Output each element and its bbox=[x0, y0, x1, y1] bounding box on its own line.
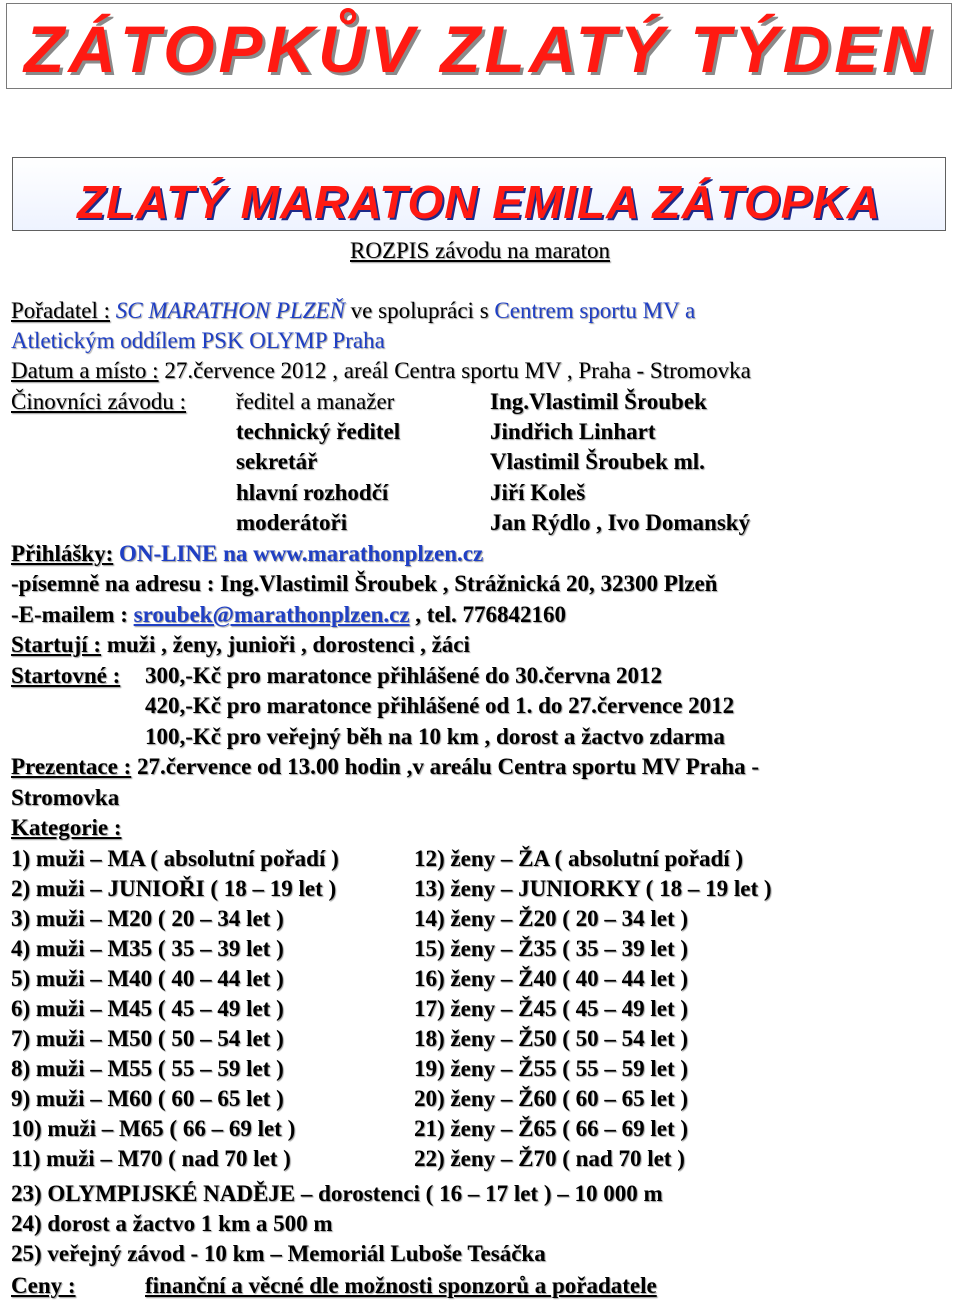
organizer-partner-line2: Atletickým oddílem PSK OLYMP Praha bbox=[11, 328, 385, 353]
registration-line bbox=[11, 539, 483, 569]
extra-categories bbox=[11, 1179, 663, 1269]
organizer-club: SC MARATHON PLZEŇ bbox=[115, 298, 345, 323]
men-category: 11) muži – M70 ( nad 70 let ) bbox=[11, 1146, 291, 1171]
presentation-label: Prezentace : bbox=[11, 754, 132, 779]
men-category: 7) muži – M50 ( 50 – 54 let ) bbox=[11, 1026, 284, 1051]
men-category: 9) muži – M60 ( 60 – 65 let ) bbox=[11, 1086, 284, 1111]
women-category: 16) ženy – Ž40 ( 40 – 44 let ) bbox=[414, 966, 689, 991]
registration-email-link[interactable]: sroubek@marathonplzen.cz bbox=[133, 602, 410, 627]
fee-label: Startovné : bbox=[11, 663, 121, 688]
men-categories bbox=[11, 844, 339, 1174]
registration-label: Přihlášky: bbox=[11, 541, 114, 566]
subtitle-banner-text: ZLATÝ MARATON EMILA ZÁTOPKA bbox=[77, 176, 881, 228]
men-category: 10) muži – M65 ( 66 – 69 let ) bbox=[11, 1116, 296, 1141]
starts-line bbox=[11, 630, 470, 660]
women-category: 22) ženy – Ž70 ( nad 70 let ) bbox=[414, 1146, 685, 1171]
extra-category: 25) veřejný závod - 10 km – Memoriál Luboše Tesáčka bbox=[11, 1241, 546, 1266]
presentation-value-line2: Stromovka bbox=[11, 785, 120, 810]
organizer-label: Pořadatel : bbox=[11, 298, 110, 323]
official-role-4: moderátoři bbox=[236, 510, 348, 535]
men-category: 8) muži – M55 ( 55 – 59 let ) bbox=[11, 1056, 284, 1081]
official-name-2: Vlastimil Šroubek ml. bbox=[490, 449, 705, 474]
presentation-value: 27.července od 13.00 hodin ,v areálu Centra sportu MV Praha - bbox=[131, 754, 760, 779]
fee-row-2: 100,-Kč pro veřejný běh na 10 km , dorost a žactvo zdarma bbox=[145, 724, 725, 749]
men-category: 3) muži – M20 ( 20 – 34 let ) bbox=[11, 906, 284, 931]
official-role-3: hlavní rozhodčí bbox=[236, 480, 389, 505]
men-category: 5) muži – M40 ( 40 – 44 let ) bbox=[11, 966, 284, 991]
title-banner-text: ZÁTOPKŮV ZLATÝ TÝDEN bbox=[24, 12, 934, 86]
registration-tel: , tel. 776842160 bbox=[409, 602, 567, 627]
prizes-label: Ceny : bbox=[11, 1273, 76, 1298]
women-category: 15) ženy – Ž35 ( 35 – 39 let ) bbox=[414, 936, 689, 961]
document-heading: ROZPIS závodu na maraton bbox=[350, 238, 610, 263]
fee-row-0: 300,-Kč pro maratonce přihlášené do 30.června 2012 bbox=[145, 663, 663, 688]
fee-row-1: 420,-Kč pro maratonce přihlášené od 1. do 27.července 2012 bbox=[145, 693, 735, 718]
starts-label: Startují : bbox=[11, 632, 102, 657]
official-name-1: Jindřich Linhart bbox=[490, 419, 656, 444]
officials-label: Činovníci závodu : bbox=[11, 389, 187, 414]
registration-email-line bbox=[11, 600, 566, 630]
women-category: 21) ženy – Ž65 ( 66 – 69 let ) bbox=[414, 1116, 689, 1141]
official-name-3: Jiří Koleš bbox=[490, 480, 586, 505]
official-name-4: Jan Rýdlo , Ivo Domanský bbox=[490, 510, 751, 535]
men-category: 4) muži – M35 ( 35 – 39 let ) bbox=[11, 936, 284, 961]
women-category: 13) ženy – JUNIORKY ( 18 – 19 let ) bbox=[414, 876, 772, 901]
title-banner bbox=[6, 3, 952, 89]
women-category: 17) ženy – Ž45 ( 45 – 49 let ) bbox=[414, 996, 689, 1021]
official-role-2: sekretář bbox=[236, 449, 318, 474]
official-role-0: ředitel a manažer bbox=[236, 389, 395, 414]
registration-email-prefix: -E-mailem : bbox=[11, 602, 134, 627]
women-category: 12) ženy – ŽA ( absolutní pořadí ) bbox=[414, 846, 744, 871]
date-place-value: 27.července 2012 , areál Centra sportu MV , Praha - Stromovka bbox=[158, 358, 751, 383]
women-category: 18) ženy – Ž50 ( 50 – 54 let ) bbox=[414, 1026, 689, 1051]
women-category: 14) ženy – Ž20 ( 20 – 34 let ) bbox=[414, 906, 689, 931]
official-role-1: technický ředitel bbox=[236, 419, 401, 444]
prizes-value: finanční a věcné dle možnosti sponzorů a pořadatele bbox=[145, 1273, 657, 1298]
men-category: 6) muži – M45 ( 45 – 49 let ) bbox=[11, 996, 284, 1021]
categories-label: Kategorie : bbox=[11, 815, 122, 840]
women-categories bbox=[414, 844, 772, 1174]
registration-postal: -písemně na adresu : Ing.Vlastimil Šroubek , Strážnická 20, 32300 Plzeň bbox=[11, 571, 718, 596]
men-category: 1) muži – MA ( absolutní pořadí ) bbox=[11, 846, 339, 871]
women-category: 20) ženy – Ž60 ( 60 – 65 let ) bbox=[414, 1086, 689, 1111]
extra-category: 23) OLYMPIJSKÉ NADĚJE – dorostenci ( 16 – 17 let ) – 10 000 m bbox=[11, 1181, 663, 1206]
presentation-line bbox=[11, 752, 759, 782]
starts-value: muži , ženy, junioři , dorostenci , žáci bbox=[101, 632, 470, 657]
subtitle-banner bbox=[12, 157, 946, 231]
women-category: 19) ženy – Ž55 ( 55 – 59 let ) bbox=[414, 1056, 689, 1081]
organizer-mid: ve spolupráci s bbox=[350, 298, 489, 323]
men-category: 2) muži – JUNIOŘI ( 18 – 19 let ) bbox=[11, 876, 337, 901]
organizer-partner: Centrem sportu MV a bbox=[494, 298, 696, 323]
date-place-label: Datum a místo : bbox=[11, 358, 159, 383]
registration-online[interactable]: ON-LINE na www.marathonplzen.cz bbox=[118, 541, 484, 566]
organizer-line bbox=[11, 296, 695, 326]
extra-category: 24) dorost a žactvo 1 km a 500 m bbox=[11, 1211, 333, 1236]
official-name-0: Ing.Vlastimil Šroubek bbox=[490, 389, 707, 414]
date-place-line bbox=[11, 356, 751, 386]
